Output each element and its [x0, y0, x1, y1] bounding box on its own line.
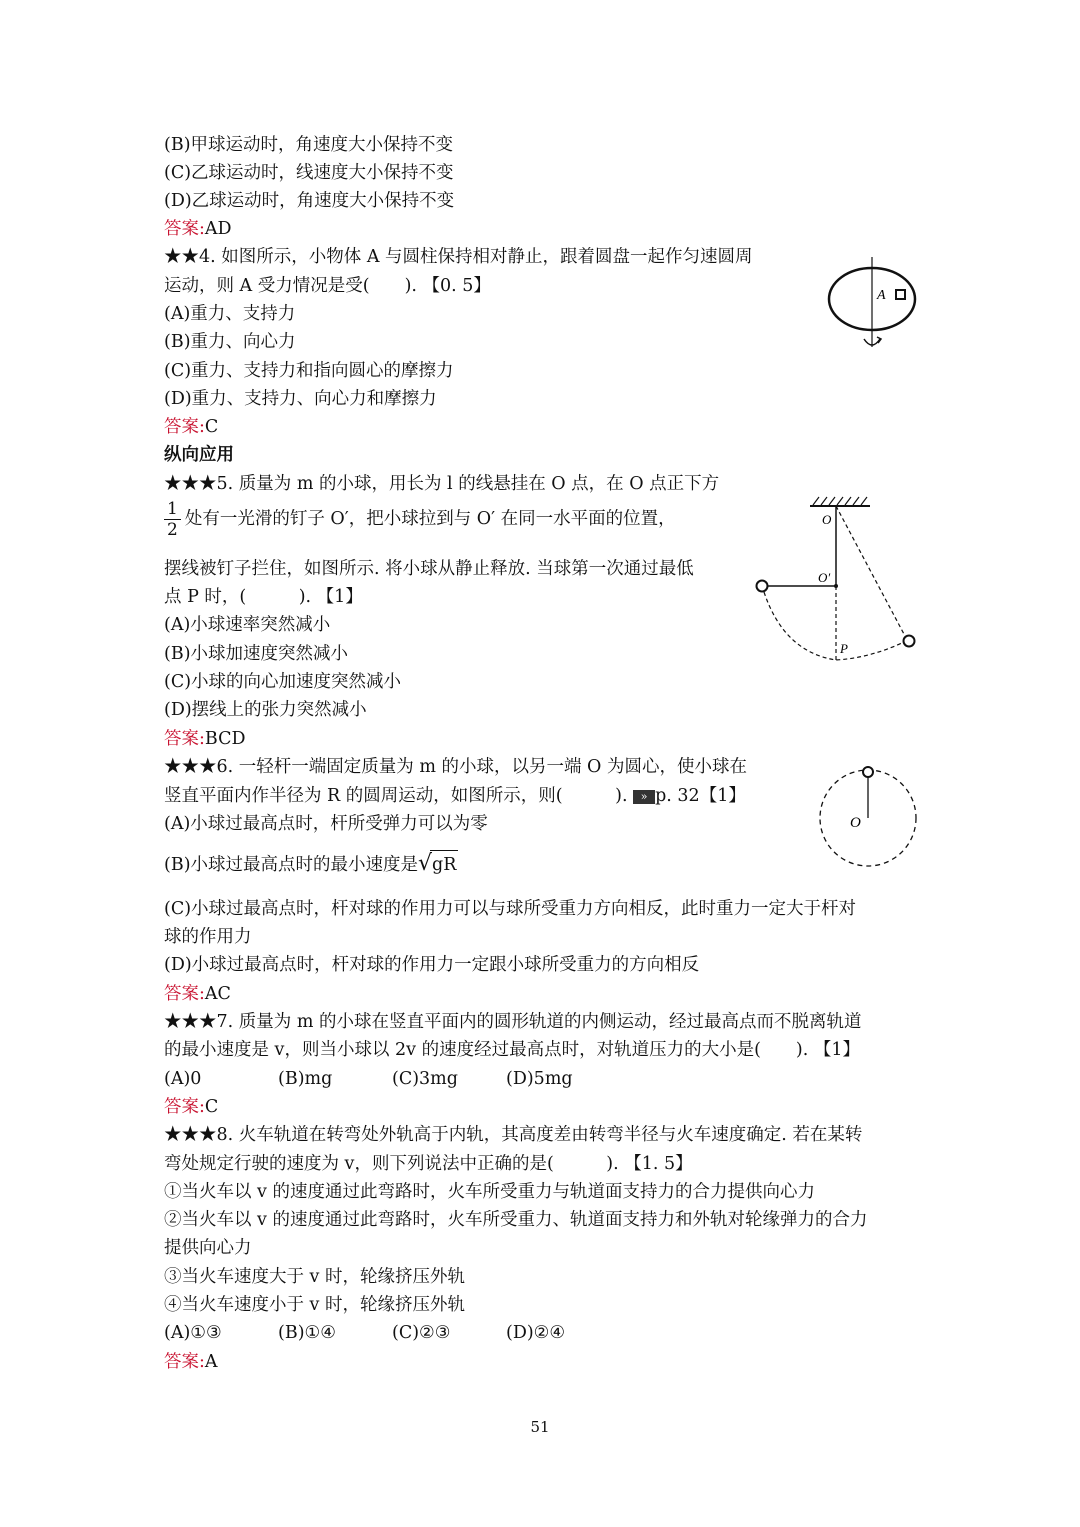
answer-label: 答案:	[164, 219, 205, 239]
q7-option-d: (D)5mg	[506, 1069, 573, 1089]
q3-option-b: (B)甲球运动时，角速度大小保持不变	[164, 135, 454, 155]
q5-option-b: (B)小球加速度突然减小	[164, 644, 349, 664]
q4-fig-label-a: A	[877, 288, 886, 303]
answer-label: 答案:	[164, 984, 205, 1004]
fraction-numerator: 1	[164, 499, 181, 520]
q7-stem-line-2: 的最小速度是 v，则当小球以 2v 的速度经过最高点时，对轨道压力的大小是( ). 【1】	[164, 1040, 861, 1060]
q7-option-c: (C)3mg	[392, 1069, 458, 1089]
q7-options	[164, 1065, 573, 1093]
answer-value: C	[204, 417, 219, 437]
q4-rotating-disc-figure	[820, 255, 925, 365]
q5-option-c: (C)小球的向心加速度突然减小	[164, 672, 402, 692]
q6-page-reference: p. 32【1】	[655, 786, 746, 806]
q6-answer	[164, 980, 231, 1008]
answer-label: 答案:	[164, 1097, 205, 1117]
q3-option-c: (C)乙球运动时，线速度大小保持不变	[164, 163, 454, 183]
q8-option-b: (B)①④	[278, 1323, 336, 1343]
q8-statement-4: ④当火车速度小于 v 时，轮缘挤压外轨	[164, 1295, 466, 1315]
q4-stem-line-1: ★★4. 如图所示，小物体 A 与圆柱保持相对静止，跟着圆盘一起作匀速圆周	[164, 247, 753, 267]
q4-answer	[164, 413, 218, 441]
q8-answer	[164, 1348, 218, 1376]
q4-option-a: (A)重力、支持力	[164, 304, 296, 324]
q8-option-a: (A)①③	[164, 1323, 222, 1343]
q6-rod-circle-figure	[812, 762, 924, 874]
q8-stem-line-1: ★★★8. 火车轨道在转弯处外轨高于内轨，其高度差由转弯半径与火车速度确定. 若在某转	[164, 1125, 863, 1145]
sqrt-radical-icon: √	[418, 851, 433, 876]
q6-option-b-text: (B)小球过最高点时的最小速度是	[164, 855, 419, 875]
q3-answer	[164, 215, 232, 243]
q6-fig-label-o: O	[850, 815, 861, 831]
answer-label: 答案:	[164, 1352, 205, 1372]
q6-stem-line-2	[164, 782, 746, 810]
fraction-denominator: 2	[167, 520, 178, 540]
reference-arrow-icon: »	[633, 790, 655, 804]
q5-stem-line-4: 点 P 时，( ). 【1】	[164, 587, 363, 607]
answer-value: C	[204, 1097, 219, 1117]
q7-option-b: (B)mg	[278, 1069, 333, 1089]
q6-option-d: (D)小球过最高点时，杆对球的作用力一定跟小球所受重力的方向相反	[164, 955, 700, 975]
q8-option-d: (D)②④	[506, 1323, 566, 1343]
q7-option-a: (A)0	[164, 1069, 202, 1089]
q5-stem-line-2-text: 处有一光滑的钉子 O′，把小球拉到与 O′ 在同一水平面的位置，	[184, 509, 676, 529]
answer-label: 答案:	[164, 417, 205, 437]
q4-stem-line-2: 运动，则 A 受力情况是受( ). 【0. 5】	[164, 276, 491, 296]
q8-stem-line-2: 弯处规定行驶的速度为 v，则下列说法中正确的是( ). 【1. 5】	[164, 1154, 693, 1174]
q5-stem-line-3: 摆线被钉子拦住，如图所示. 将小球从静止释放. 当球第一次通过最低	[164, 559, 694, 579]
q6-stem-line-2-text: 竖直平面内作半径为 R 的圆周运动，如图所示，则( ).	[164, 786, 634, 806]
q6-option-b	[164, 850, 458, 879]
q3-option-d: (D)乙球运动时，角速度大小保持不变	[164, 191, 455, 211]
q6-option-c-line-2: 球的作用力	[164, 927, 252, 947]
q5-fig-label-o: O	[822, 512, 832, 527]
q7-answer	[164, 1093, 218, 1121]
answer-value: A	[204, 1352, 218, 1372]
q7-stem-line-1: ★★★7. 质量为 m 的小球在竖直平面内的圆形轨道的内侧运动，经过最高点而不脱离轨道	[164, 1012, 862, 1032]
q5-option-d: (D)摆线上的张力突然减小	[164, 700, 367, 720]
q8-statement-1: ①当火车以 v 的速度通过此弯路时，火车所受重力与轨道面支持力的合力提供向心力	[164, 1182, 816, 1202]
q6-option-c-line-1: (C)小球过最高点时，杆对球的作用力可以与球所受重力方向相反，此时重力一定大于杆对	[164, 899, 857, 919]
q8-options	[164, 1319, 565, 1347]
section-title: 纵向应用	[164, 445, 234, 465]
q8-statement-3: ③当火车速度大于 v 时，轮缘挤压外轨	[164, 1267, 466, 1287]
answer-value: AD	[204, 219, 232, 239]
q4-option-d: (D)重力、支持力、向心力和摩擦力	[164, 389, 437, 409]
q6-stem-line-1: ★★★6. 一轻杆一端固定质量为 m 的小球，以另一端 O 为圆心，使小球在	[164, 757, 747, 777]
q4-option-c: (C)重力、支持力和指向圆心的摩擦力	[164, 361, 454, 381]
answer-value: AC	[204, 984, 231, 1004]
fraction-one-half	[164, 499, 181, 540]
q5-fig-label-p: P	[840, 641, 848, 656]
q4-option-b: (B)重力、向心力	[164, 332, 296, 352]
q8-option-c: (C)②③	[392, 1323, 451, 1343]
q5-answer	[164, 725, 246, 753]
q6-option-a: (A)小球过最高点时，杆所受弹力可以为零	[164, 814, 488, 834]
sqrt-radicand: gR	[430, 850, 458, 879]
answer-value: BCD	[204, 729, 246, 749]
q8-statement-2-line-2: 提供向心力	[164, 1238, 252, 1258]
q5-stem-line-1: ★★★5. 质量为 m 的小球，用长为 l 的线悬挂在 O 点，在 O 点正下方	[164, 474, 720, 494]
answer-label: 答案:	[164, 729, 205, 749]
q5-stem-line-2	[164, 499, 676, 540]
q8-statement-2-line-1: ②当火车以 v 的速度通过此弯路时，火车所受重力、轨道面支持力和外轨对轮缘弹力的合力	[164, 1210, 868, 1230]
q5-option-a: (A)小球速率突然减小	[164, 615, 331, 635]
page-number: 51	[530, 1418, 550, 1436]
q5-pendulum-figure	[750, 492, 925, 672]
q5-fig-label-o-prime: O′	[818, 570, 831, 585]
